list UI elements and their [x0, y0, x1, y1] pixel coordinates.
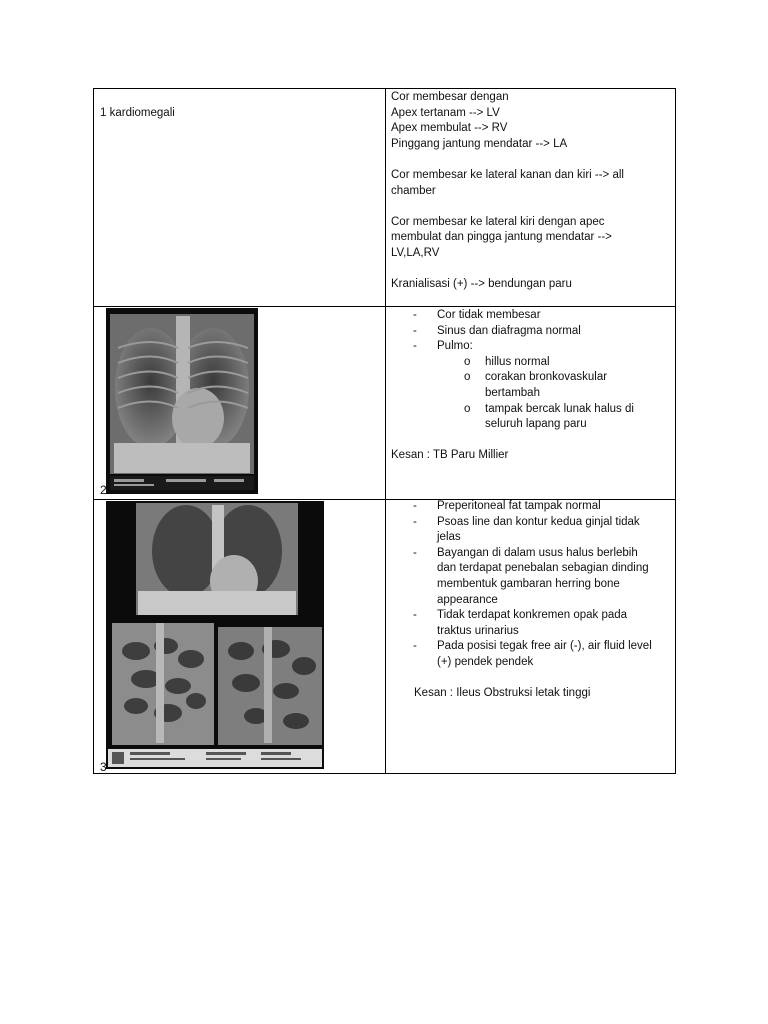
row3-description [391, 499, 675, 702]
row3-item-2: - Psoas line dan kontur kedua ginjal tidak jelas [413, 515, 640, 544]
row3-item-5: - Pada posisi tegak free air (-), air fluid level (+) pendek pendek [413, 640, 652, 668]
row2-subitem-3: o tampak bercak lunak halus di seluruh lapang paru [464, 402, 634, 431]
row2-description [391, 308, 671, 464]
row1-para-4: Kranialisasi (+) --> bendungan paru [391, 278, 572, 291]
row3-item-3: - Bayangan di dalam usus halus berlebih dan terdapat penebalan sebagian dinding membentuk gambaran herring bone appearance [413, 546, 649, 606]
row1-para-1: Cor membesar dengan Apex tertanam --> LV Apex membulat --> RV Pinggang jantung mendatar --> LA [391, 91, 568, 150]
row2-subitem-2: o corakan bronkovaskular bertambah [464, 371, 608, 399]
row3-item-4: - Tidak terdapat konkremen opak pada traktus urinarius [413, 609, 628, 637]
row3-item-1: - Preperitoneal fat tampak normal [413, 500, 601, 512]
row2-item-1: - Cor tidak membesar [413, 309, 541, 321]
row1-label [100, 90, 175, 121]
row3-conclusion: Kesan : Ileus Obstruksi letak tinggi [414, 687, 591, 700]
row2-number: 2 [100, 483, 107, 497]
row1-title: kardiomegali [109, 106, 175, 119]
row1-description [391, 90, 624, 293]
row2-item-2: - Sinus dan diafragma normal [413, 324, 581, 337]
row3-number: 3 [100, 760, 107, 774]
row-divider-1 [94, 306, 675, 307]
chest-xray-image [106, 308, 258, 494]
row2-item-3: - Pulmo: [413, 340, 473, 353]
row1-para-3: Cor membesar ke lateral kiri dengan apec membulat dan pingga jantung mendatar --> LV,LA,RV [391, 215, 612, 259]
report-table [93, 88, 676, 774]
row1-number: 1 [100, 106, 107, 119]
row1-para-2: Cor membesar ke lateral kanan dan kiri --> all chamber [391, 168, 624, 197]
abdominal-xray-image [106, 501, 324, 769]
column-divider [385, 89, 386, 773]
row2-subitem-1: o hillus normal [464, 355, 550, 368]
row2-conclusion: Kesan : TB Paru Millier [391, 449, 509, 462]
